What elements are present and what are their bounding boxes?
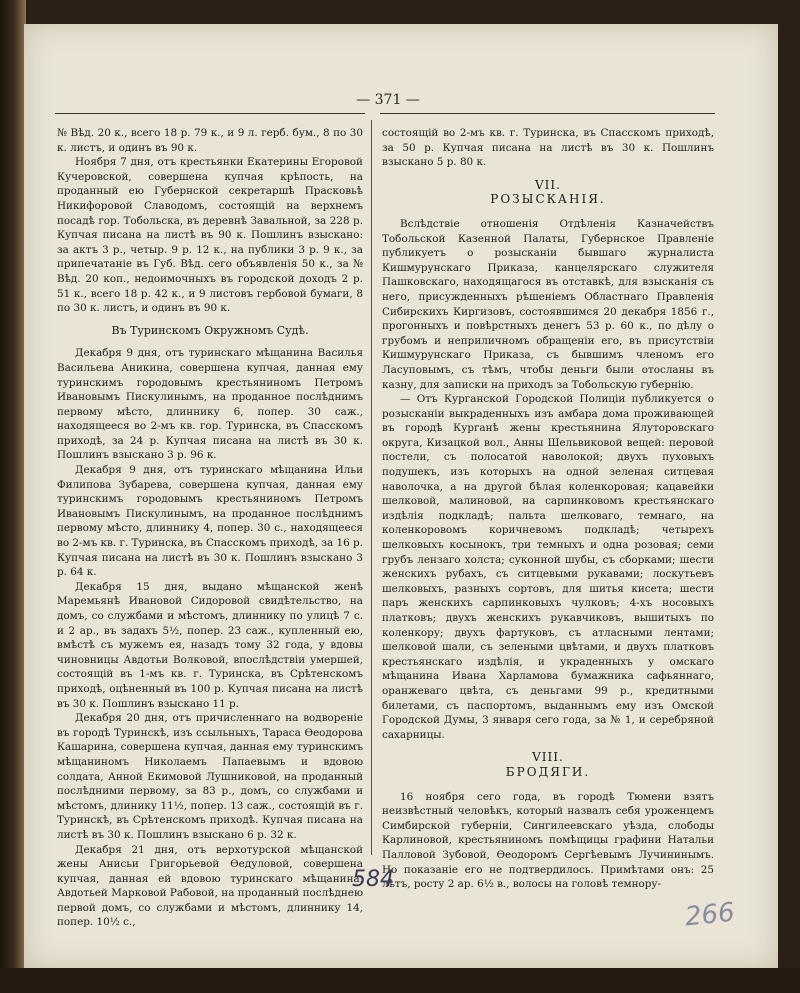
- right-column-paragraph: VIII.: [532, 750, 564, 765]
- right-column: [382, 126, 714, 892]
- left-column-paragraph: Декабря 15 дня, выдано мѣщанской женѣ Маремьянѣ Ивановой Сидоровой свидѣтельство, на домъ, со службами и мѣстомъ, длиннику по улицѣ 7 с. и 2 ар., въ задахъ 5½, попер. 23 саж., купленный ею, вмѣстѣ съ мужемъ ея, назадъ тому 32 года, у вдовы чиновницы Авдотьи Волковой, впослѣдствіи умершей, состоящій въ 1-мъ кв. г. Туринска, въ Срѣтенскомъ приходѣ, оцѣненный въ 100 р. Купчая писана на листѣ въ 30 к. Пошлинъ взыскано 11 р.: [57, 580, 363, 710]
- header-rule-left: [55, 113, 365, 114]
- right-column-paragraph: VII.: [535, 177, 561, 192]
- left-column-paragraph: Декабря 21 дня, отъ верхотурской мѣщанской жены Анисьи Григорьевой Ѳедуловой, совершена купчая, данная ей вдовою туринскаго мѣщанина, Авдотьей Марковой Рабовой, на проданный послѣднею первой домъ, со службами и мѣстомъ, длиннику 14, попер. 10½ с.,: [57, 843, 363, 929]
- left-column: [57, 126, 363, 930]
- right-column-paragraph: — Отъ Курганской Городской Полиціи публикуется о розысканіи выкраденныхъ изъ амбара дома проживающей въ городѣ Курганѣ жены крестьянина Ялуторовскаго округа, Кизацкой вол., Анны Шельвиковой вещей: перовой постели, съ полосатой наволокой; двухъ пуховыхъ подушекъ, изъ которыхъ на одной зеленая ситцевая наволочка, а на другой бѣлая коленкоровая; кацавейки шелковой, малиновой, на сарпинковомъ крестьянскаго издѣлія подкладѣ; пальта шелковаго, темнаго, на коленкоровомъ коричневомъ подкладѣ; четырехъ шелковыхъ косынокъ, три темныхъ и одна розовая; семи грубъ лензаго холста; суконной шубы, съ сборками; шести женскихъ рубахъ, съ ситцевыми рукавами; лоскутьевъ шелковыхъ, разныхъ сортовъ, для шитья кисета; шести паръ женскихъ сарпинковыхъ чулковъ; 4-хъ носовыхъ платковъ; двухъ женскихъ рукавчиковъ, вышитыхъ по коленкору; двухъ фартуковъ, съ атласными лентами; шелковой шали, съ зелеными цвѣтами, и двухъ платковъ крестьянскаго издѣлія, и украденныхъ у омскаго мѣщанина Ивана Харламова бумажника сафьяннаго, оранжеваго цвѣта, съ деньгами 99 р., кредитными билетами, съ паспортомъ, выданнымъ ему изъ Омской Городской Думы, 3 января сего года, за № 1, и серебряной сахарницы.: [382, 393, 714, 741]
- right-column-paragraph: Вслѣдствіе отношенія Отдѣленія Казначействъ Тобольской Казенной Палаты, Губернское Правленіе публикуетъ о розысканіи бывшаго журналиста Кишмурунскаго Приказа, канцелярскаго служителя Пашковскаго, находящагося въ отставкѣ, для взысканія съ него, присужденныхъ рѣшеніемъ Областнаго Правленія Сибирскихъ Киргизовъ, состоявшимся 20 декабря 1856 г., прогонныхъ и повѣрстныхъ денегъ 53 р. 60 к., по дѣлу о грубомъ и неприличномъ обращеніи его, въ присутствіи Кишмурунскаго Приказа, съ бывшимъ членомъ его Ласуповымъ, съ тѣмъ, чтобы деньги были отосланы въ казну, для записки на приходъ за Тобольскую губернію.: [382, 217, 714, 391]
- scan-left-edge: [0, 0, 26, 993]
- left-column-paragraph: Въ Туринскомъ Окружномъ Судѣ.: [111, 323, 309, 337]
- left-column-paragraph: Декабря 9 дня, отъ туринскаго мѣщанина Ильи Филипова Зубарева, совершена купчая, данная ему туринскимъ городовымъ крестьяниномъ Петромъ Ивановымъ Пискулинымъ, на проданное послѣднимъ первому мѣсто, длиннику 4, попер. 30 с., находящееся во 2-мъ кв. г. Туринска, въ Спасскомъ приходѣ, за 16 р. Купчая писана на листѣ въ 30 к. Пошлинъ взыскано 3 р. 64 к.: [57, 464, 363, 579]
- column-divider: [371, 120, 372, 855]
- page-number: — 371 —: [356, 92, 420, 108]
- right-column-paragraph: РОЗЫСКАНІЯ.: [490, 192, 606, 207]
- scan-bottom-edge: [0, 968, 800, 993]
- left-column-paragraph: № Вѣд. 20 к., всего 18 р. 79 к., и 9 л. герб. бум., 8 по 30 к. листъ, и одинъ въ 90 к.: [57, 127, 363, 154]
- handwritten-folio-number: 266: [683, 897, 737, 933]
- right-column-paragraph: состоящій во 2-мъ кв. г. Туринска, въ Спасскомъ приходѣ, за 50 р. Купчая писана на листѣ въ 30 к. Пошлинъ взыскано 5 р. 80 к.: [382, 127, 714, 169]
- right-column-paragraph: 16 ноября сего года, въ городѣ Тюмени взятъ неизвѣстный человѣкъ, который назвалъ себя уроженцемъ Симбирской губерніи, Сингилеевскаго уѣзда, слободы Карлиновой, крестьяниномъ помѣщицы графини Натальи Палловой Зубовой, Ѳеодоромъ Сергѣевымъ Лучининымъ. Но показаніе его не подтвердилось. Примѣтами онъ: 25 лѣтъ, росту 2 ар. 6½ в., волосы на головѣ темнору-: [382, 790, 714, 891]
- left-column-paragraph: Ноября 7 дня, отъ крестьянки Екатерины Егоровой Кучеровской, совершена купчая крѣпость, на проданный ею Губернской секретаршѣ Прасковьѣ Никифоровой Славодомъ, состоящій на верхнемъ посадѣ гор. Тобольска, въ деревнѣ Завальной, за 228 р. Купчая писана на листѣ въ 90 к. Пошлинъ взыскано: за актъ 3 р., четыр. 9 р. 12 к., на публики 3 р. 9 к., за припечатаніе въ Губ. Вѣд. сего объявленія 50 к., за № Вѣд. 20 коп., недоимочныхъ въ городской доходъ 2 р. 51 к., всего 18 р. 42 к., и 9 листовъ гербовой бумаги, 8 по 30 к. листъ, и одинъ въ 90 к.: [57, 156, 363, 315]
- header-rule-right: [380, 113, 715, 114]
- handwritten-page-mark: 584: [352, 867, 394, 892]
- left-column-paragraph: Декабря 20 дня, отъ причисленнаго на водвореніе въ городѣ Туринскѣ, изъ ссыльныхъ, Тараса Ѳеодорова Кашарина, совершена купчая, данная ему туринскимъ мѣщаниномъ Николаемъ Папаевымъ и вдовою солдата, Анной Екимовой Лушниковой, на проданный послѣдними первому, за 83 р., домъ, со службами и мѣстомъ, длинику 11½, попер. 13 саж., состоящій въ г. Туринскѣ, въ Срѣтенскомъ приходѣ. Купчая писана на листѣ въ 30 к. Пошлинъ взыскано 6 р. 32 к.: [57, 712, 363, 841]
- right-column-paragraph: БРОДЯГИ.: [505, 764, 591, 779]
- left-column-paragraph: Декабря 9 дня, отъ туринскаго мѣщанина Василья Васильева Аникина, совершена купчая, данная ему туринскимъ городовымъ крестьяниномъ Петромъ Ивановымъ Пискулинымъ, на проданное послѣднимъ первому мѣсто, длиннику 6, попер. 30 саж., находящееся во 2-мъ кв. гор. Туринска, въ Спасскомъ приходѣ, за 24 р. Купчая писана на листѣ въ 30 к. Пошлинъ взыскано 3 р. 96 к.: [57, 347, 363, 462]
